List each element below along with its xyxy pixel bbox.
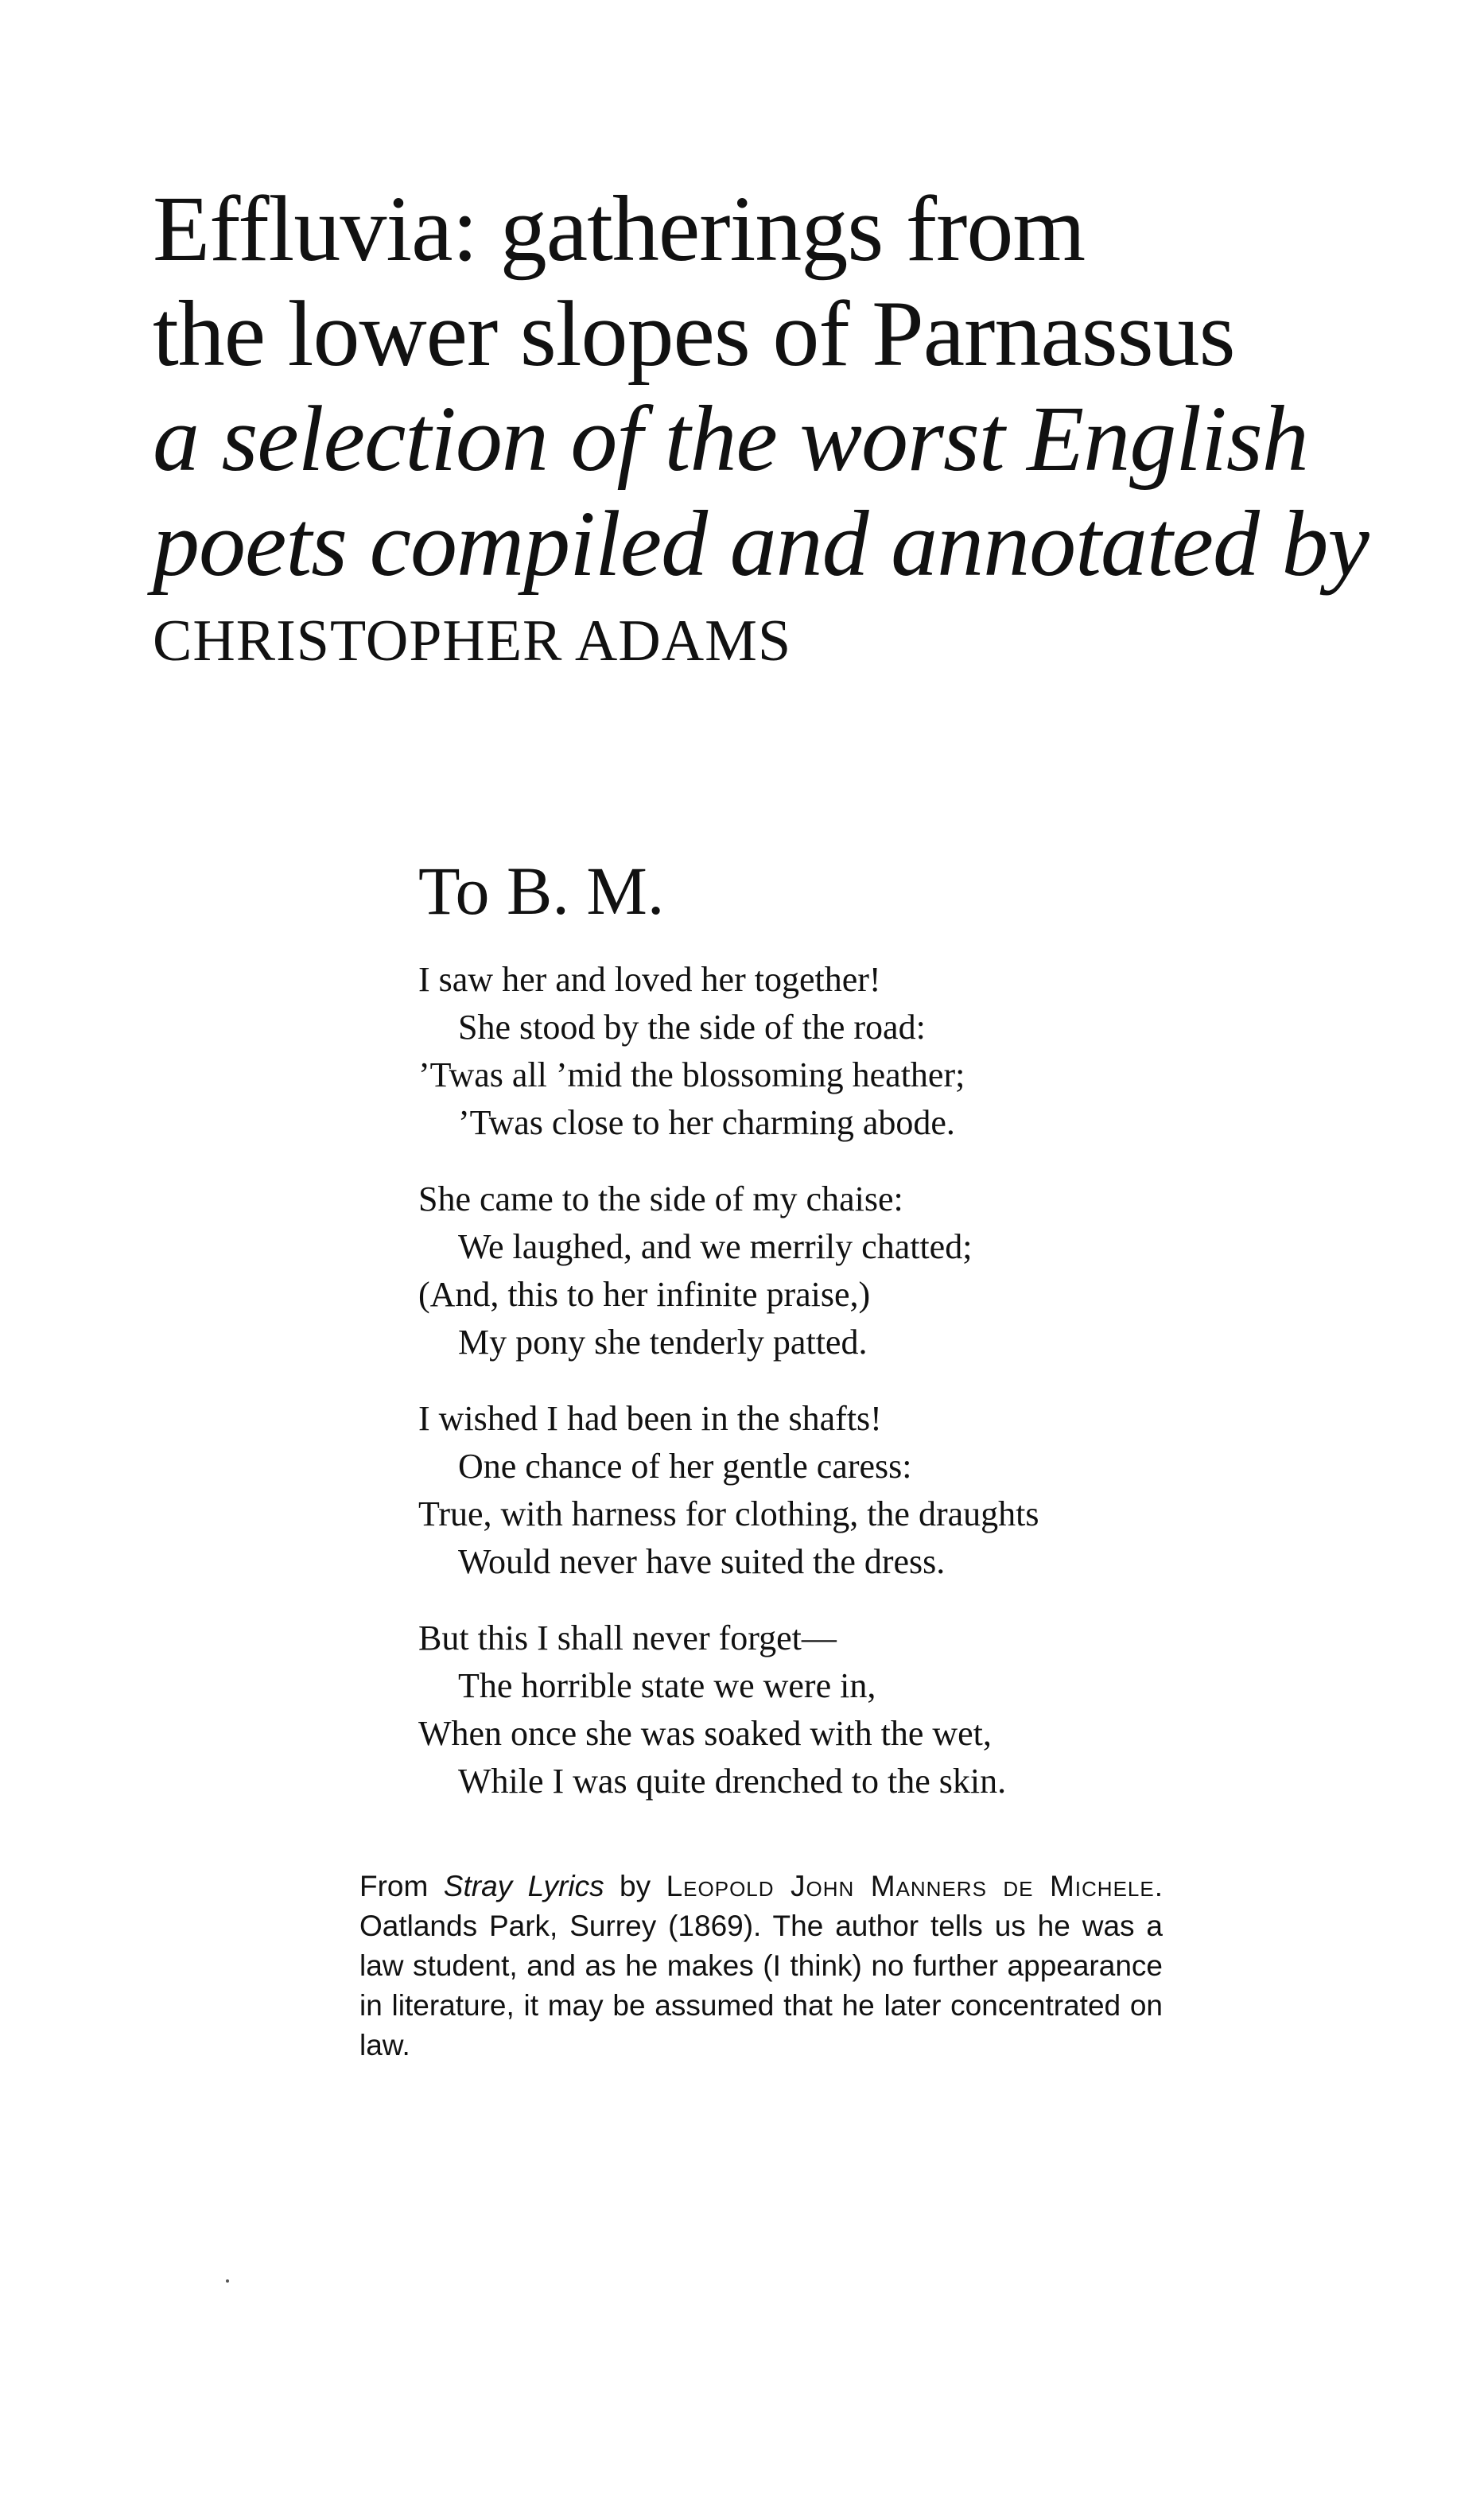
verse-line: One chance of her gentle caress: xyxy=(458,1447,912,1486)
note-body: . Oatlands Park, Surrey (1869). The author tells us he was a law student, and as he makes (I think) no further appearance in literature, it may be assumed that he later concentrated on law. xyxy=(359,1870,1163,2061)
verse-line: While I was quite drenched to the skin. xyxy=(458,1762,1007,1801)
verse-line: True, with harness for clothing, the draughts xyxy=(418,1494,1039,1533)
book-subtitle-line-2: poets compiled and annotated by xyxy=(153,492,1369,596)
stanza-1 xyxy=(418,956,1373,1147)
verse-line: The horrible state we were in, xyxy=(458,1666,876,1705)
book-author: CHRISTOPHER ADAMS xyxy=(153,608,792,674)
source-note xyxy=(359,1867,1163,2065)
verse-line: We laughed, and we merrily chatted; xyxy=(458,1227,973,1266)
verse-line: She came to the side of my chaise: xyxy=(418,1179,903,1218)
stanza-3 xyxy=(418,1395,1373,1586)
book-subtitle-line-1: a selection of the worst English xyxy=(153,387,1308,491)
stanza-2 xyxy=(418,1175,1373,1366)
poem-title: To B. M. xyxy=(418,853,665,929)
stanza-4 xyxy=(418,1615,1373,1805)
verse-line: ’Twas all ’mid the blossoming heather; xyxy=(418,1055,965,1094)
verse-line: (And, this to her infinite praise,) xyxy=(418,1275,871,1314)
note-from: From xyxy=(359,1870,429,1902)
verse-line: When once she was soaked with the wet, xyxy=(418,1714,992,1753)
book-title-line-2: the lower slopes of Parnassus xyxy=(153,282,1235,386)
page-speck xyxy=(226,2279,229,2283)
verse-line: My pony she tenderly patted. xyxy=(458,1323,868,1362)
verse-line: ’Twas close to her charming abode. xyxy=(458,1103,955,1142)
source-title: Stray Lyrics xyxy=(443,1870,604,1902)
verse-line: I wished I had been in the shafts! xyxy=(418,1399,882,1438)
note-by: by xyxy=(620,1870,651,1902)
poet-name: Leopold John Manners de Michele xyxy=(666,1870,1155,1902)
book-title-line-1: Effluvia: gatherings from xyxy=(153,177,1086,281)
verse-line: I saw her and loved her together! xyxy=(418,960,881,999)
verse-line: She stood by the side of the road: xyxy=(458,1008,926,1047)
verse-line: But this I shall never forget— xyxy=(418,1618,837,1657)
poem xyxy=(418,851,1373,1834)
title-block xyxy=(153,177,1393,681)
verse-line: Would never have suited the dress. xyxy=(458,1542,946,1581)
